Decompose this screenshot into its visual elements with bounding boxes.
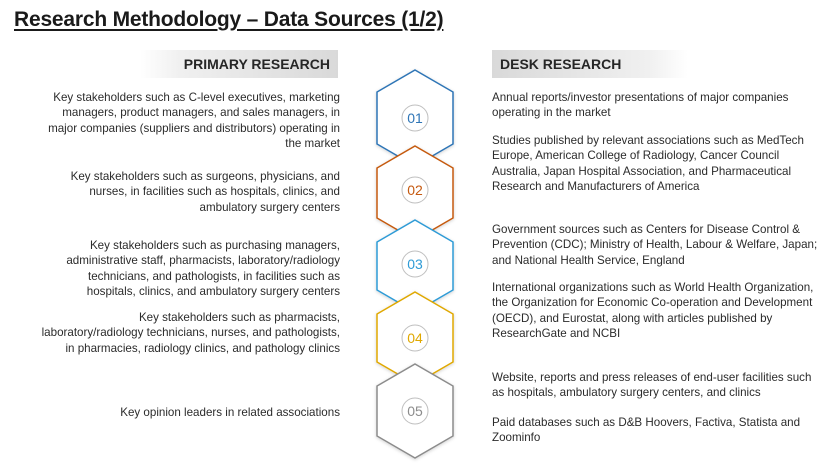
primary-item-3: Key stakeholders such as purchasing managers, administrative staff, pharmacists, laboratory/radiology technicians, and pathologists, in facilities such as hospitals, clinics, and ambulatory surgery centers bbox=[66, 239, 340, 298]
step-number-5: 05 bbox=[407, 403, 423, 419]
desk-item-4: International organizations such as World Health Organization, the Organization for Economic Co-operation and Development (OECD), and Eurostat, along with articles published by ResearchGate and NCBI bbox=[492, 281, 814, 340]
step-number-3: 03 bbox=[407, 256, 423, 272]
primary-research-header: PRIMARY RESEARCH bbox=[140, 50, 338, 78]
desk-item-3: Government sources such as Centers for Disease Control & Prevention (CDC); Ministry of Health, Labour & Welfare, Japan; and National Health Service, England bbox=[492, 223, 818, 267]
desk-item-5: Website, reports and press releases of end-user facilities such as hospitals, ambulatory surgery centers, and clinics bbox=[492, 371, 812, 400]
desk-item-6: Paid databases such as D&B Hoovers, Factiva, Statista and Zoominfo bbox=[492, 416, 801, 445]
desk-item-2: Studies published by relevant associations such as MedTech Europe, American College of Radiology, Cancer Council Australia, Japan Hospital Association, and Pharmaceutical Research and Manufacturers of America bbox=[492, 134, 804, 193]
step-hexagon-chain bbox=[370, 68, 460, 468]
desk-item-1: Annual reports/investor presentations of major companies operating in the market bbox=[492, 91, 789, 120]
primary-item-1: Key stakeholders such as C-level executives, marketing managers, product managers, and sales managers, in major companies (suppliers and distributors) operating in the market bbox=[48, 91, 340, 150]
desk-research-header: DESK RESEARCH bbox=[492, 50, 688, 78]
primary-item-4: Key stakeholders such as pharmacists, laboratory/radiology technicians, nurses, and pathologists, in pharmacies, radiology clinics, and pathology clinics bbox=[41, 311, 340, 355]
step-number-4: 04 bbox=[407, 330, 423, 346]
step-number-2: 02 bbox=[407, 182, 423, 198]
primary-item-5: Key opinion leaders in related associations bbox=[120, 406, 340, 419]
page-title: Research Methodology – Data Sources (1/2) bbox=[14, 8, 444, 31]
primary-item-2: Key stakeholders such as surgeons, physicians, and nurses, in facilities such as hospitals, clinics, and ambulatory surgery centers bbox=[70, 170, 340, 214]
step-number-1: 01 bbox=[407, 110, 423, 126]
